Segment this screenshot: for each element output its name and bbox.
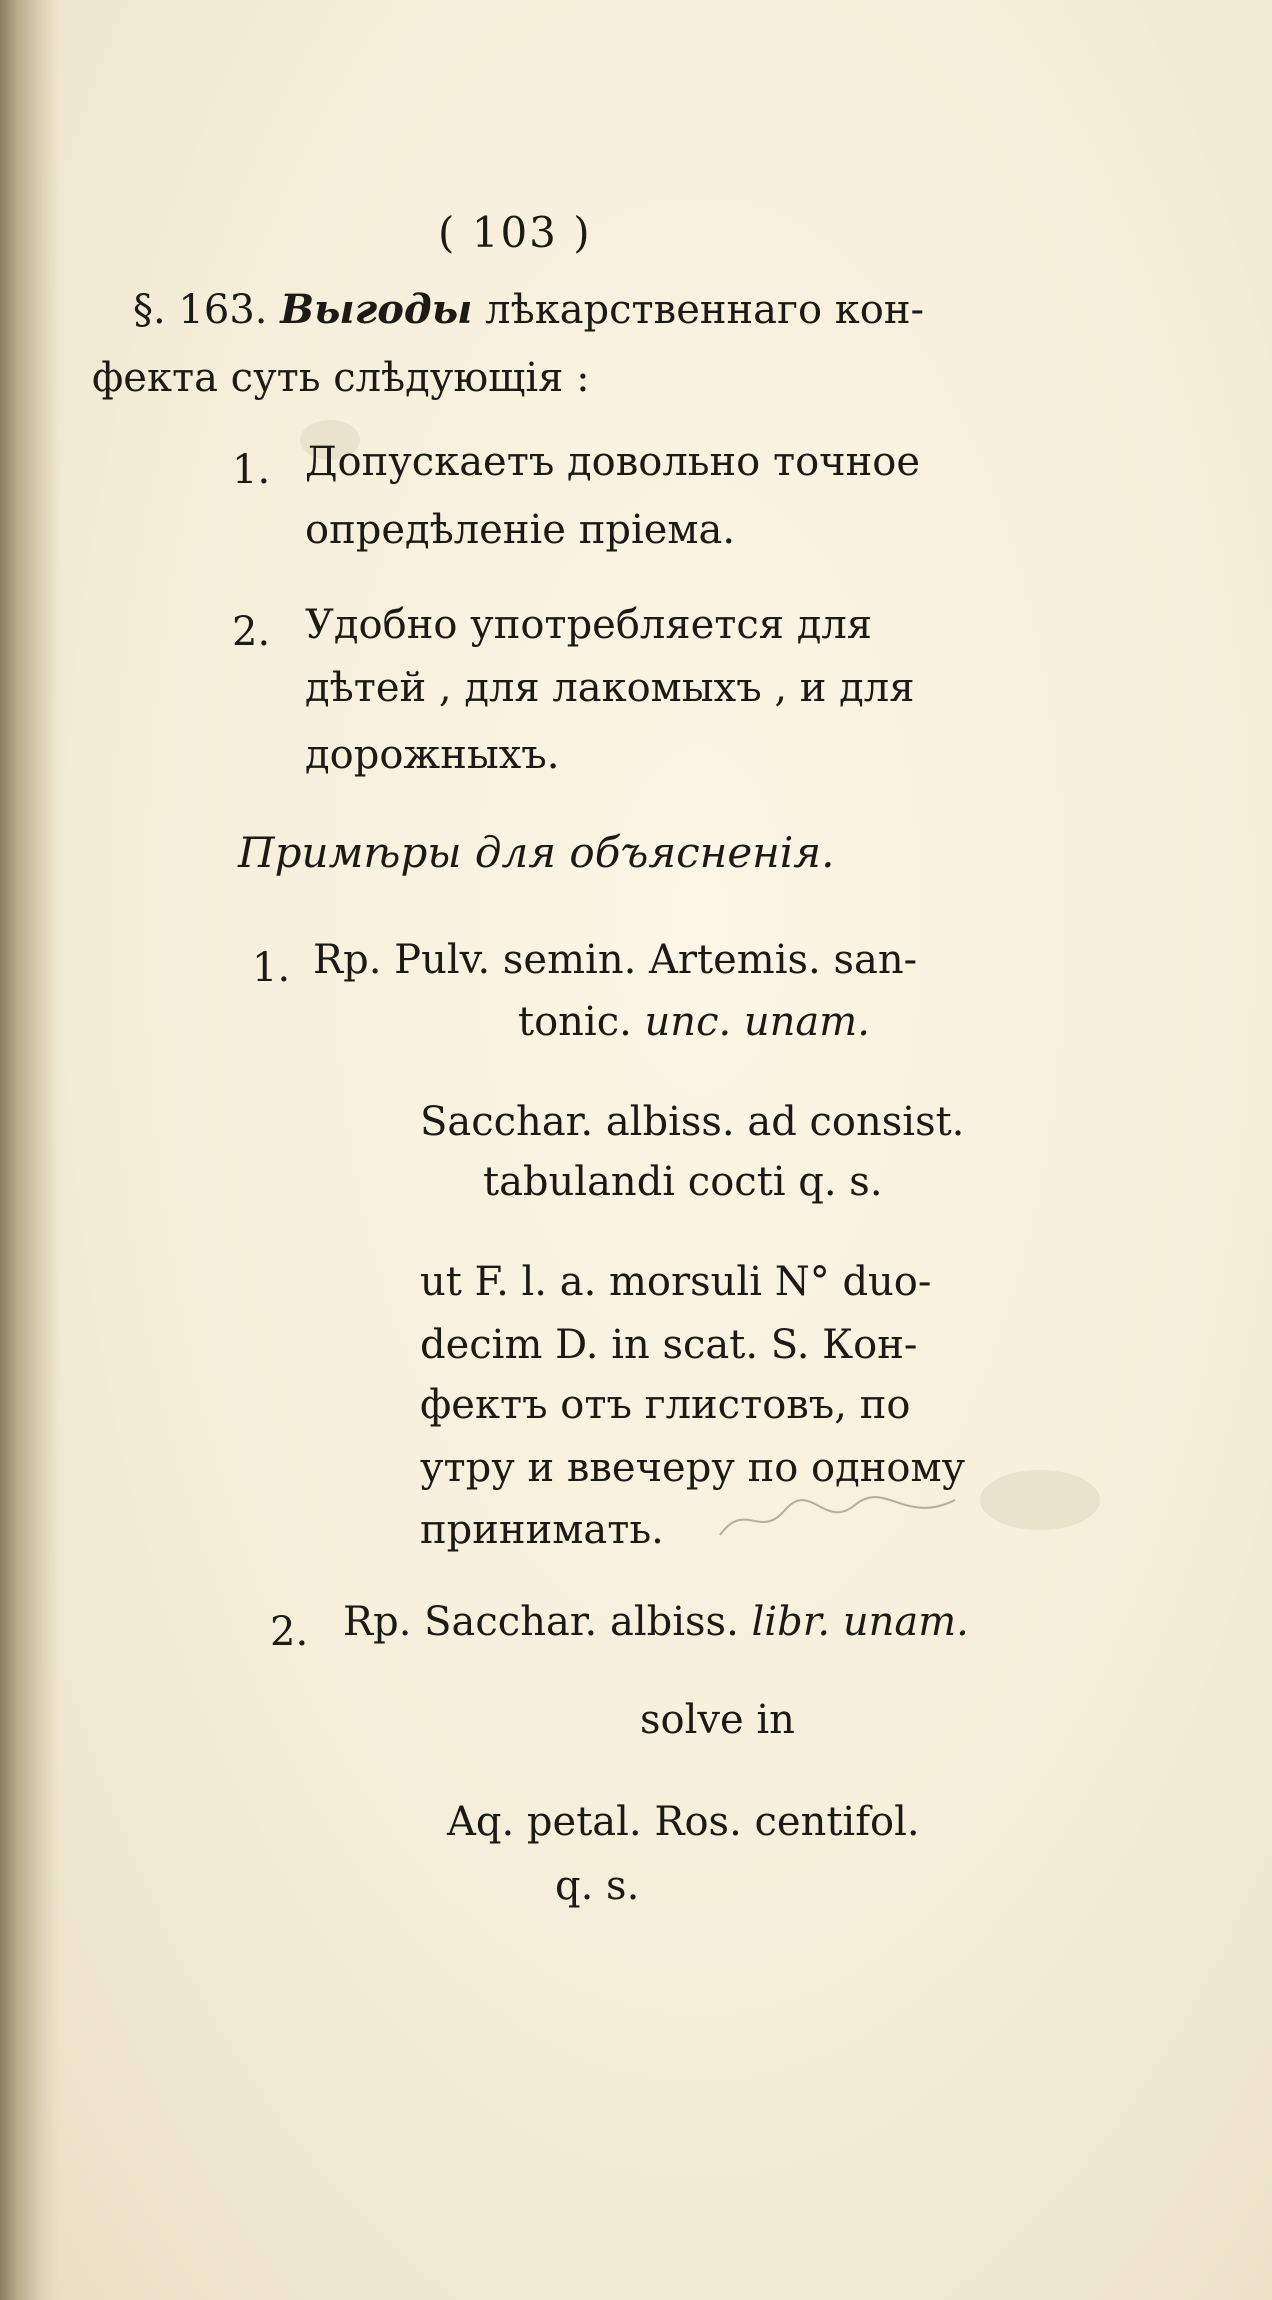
recipe-line-plain: Rp. Sacchar. albiss. <box>343 1599 739 1645</box>
page-number: ( 103 ) <box>438 208 592 257</box>
section-heading-line-2: фекта суть слѣдующія : <box>92 355 590 401</box>
recipe-line: ut F. l. a. morsuli N° duo- <box>420 1259 932 1305</box>
point-number: 2. <box>232 609 271 655</box>
handwriting-scribble <box>715 1480 975 1550</box>
section-title-italic: Выгоды <box>280 286 473 333</box>
section-mark: §. 163. <box>133 287 268 333</box>
recipe-line: tabulandi cocti q. s. <box>483 1159 883 1205</box>
point-text-line: Удобно употребляется для <box>305 602 872 648</box>
paper-stain <box>980 1470 1100 1530</box>
recipe-line: Rp. Pulv. semin. Artemis. san- <box>313 937 918 983</box>
point-text-line: Допускаетъ довольно точное <box>305 439 921 485</box>
recipe-line: decim D. in scat. S. Кон- <box>420 1322 918 1368</box>
recipe-number: 1. <box>252 945 291 991</box>
recipe-line: фектъ отъ глистовъ, по <box>420 1382 911 1428</box>
recipe-line-italic: unc. unam. <box>644 999 870 1045</box>
recipe-line: Aq. petal. Ros. centifol. <box>447 1799 920 1845</box>
recipe-line <box>343 1599 969 1645</box>
recipe-line <box>518 999 870 1045</box>
point-text-line: дорожныхъ. <box>305 732 560 778</box>
point-number: 1. <box>232 447 271 493</box>
recipe-line: Sacchar. albiss. ad consist. <box>420 1099 965 1145</box>
recipe-line: q. s. <box>555 1863 640 1909</box>
recipe-number: 2. <box>270 1609 309 1655</box>
recipe-line: утру и ввечеру по одному <box>420 1445 966 1491</box>
section-heading-rest: лѣкарственнаго кон- <box>485 287 925 333</box>
point-text-line: дѣтей , для лакомыхъ , и для <box>305 665 915 711</box>
recipe-line: solve in <box>640 1697 795 1743</box>
page-gutter-shadow <box>0 0 60 2300</box>
section-heading-line <box>133 286 925 333</box>
recipe-line-plain: tonic. <box>518 999 632 1045</box>
point-text-line: опредѣленіе пріема. <box>305 507 736 553</box>
recipe-line-italic: libr. unam. <box>751 1599 969 1645</box>
recipe-line: принимать. <box>420 1507 664 1553</box>
examples-heading: Примѣры для объясненія. <box>238 828 835 877</box>
